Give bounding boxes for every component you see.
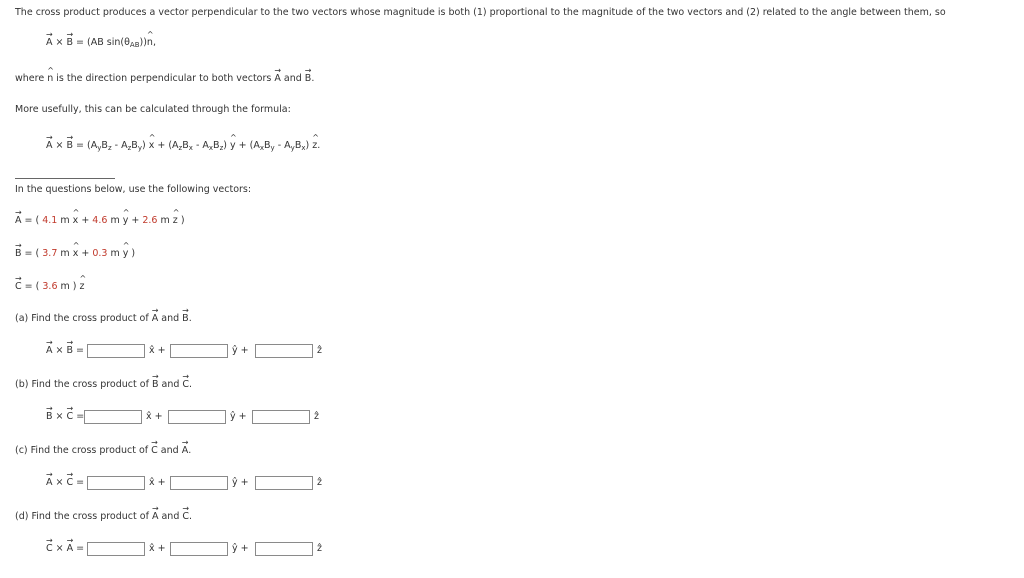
intro-paragraph: The cross product produces a vector perpendicular to the two vectors whose magnitude is both (1) proportional to the magnitude of the two vectors and (2) related to the angle between them, so xyxy=(15,7,946,18)
answer-d-x-input[interactable] xyxy=(87,542,145,556)
cross-product-formula: A → × B → = $(A_yB_z - A_zB_y)$ x ^ + $(A_zB_x - A_xB_z)$ y ^ + $(A_xB_y - A_yB_x)$ z ^ . xyxy=(46,133,321,152)
answer-a-y-input[interactable] xyxy=(170,344,228,358)
y-unit-label: ŷ + xyxy=(232,543,249,554)
cross-product-definition: A → × B → = (AB $\sin(\theta_{AB}))n$ ^ , xyxy=(46,30,156,49)
z-unit-label: ẑ xyxy=(314,411,319,422)
question-a-lhs: A → × B → = xyxy=(46,338,85,356)
vector-b-definition: B → = ( 3.7 m x ^ + 0.3 m y ^ ) xyxy=(15,241,136,259)
answer-d-z-input[interactable] xyxy=(255,542,313,556)
y-unit-label: ŷ + xyxy=(230,411,247,422)
answer-b-y-input[interactable] xyxy=(168,410,226,424)
x-unit-label: x̂ + xyxy=(146,411,163,422)
vector-a-definition: A → = ( 4.1 m x ^ + 4.6 m y ^ + 2.6 m z ^ ) xyxy=(15,208,185,226)
question-d-lhs: C → × A → = xyxy=(46,536,85,554)
vector-a-x-value: 4.1 xyxy=(42,215,58,226)
answer-c-y-input[interactable] xyxy=(170,476,228,490)
z-unit-label: ẑ xyxy=(317,543,322,554)
answer-c-x-input[interactable] xyxy=(87,476,145,490)
section-divider xyxy=(15,178,115,179)
vector-a-y-value: 4.6 xyxy=(92,215,108,226)
z-unit-label: ẑ xyxy=(317,345,322,356)
question-c-lhs: A → × C → = xyxy=(46,470,85,488)
formula-lead: More usefully, this can be calculated through the formula: xyxy=(15,104,291,115)
answer-d-y-input[interactable] xyxy=(170,542,228,556)
question-d-prompt: (d) Find the cross product of A → and C → . xyxy=(15,504,193,522)
given-lead: In the questions below, use the following vectors: xyxy=(15,184,252,195)
y-unit-label: ŷ + xyxy=(232,345,249,356)
vector-c-definition: C → = ( 3.6 m ) z ^ xyxy=(15,274,87,292)
x-unit-label: x̂ + xyxy=(149,345,166,356)
answer-b-x-input[interactable] xyxy=(84,410,142,424)
answer-a-z-input[interactable] xyxy=(255,344,313,358)
answer-b-z-input[interactable] xyxy=(252,410,310,424)
answer-c-z-input[interactable] xyxy=(255,476,313,490)
z-unit-label: ẑ xyxy=(317,477,322,488)
question-b-lhs: B → × C → = xyxy=(46,404,85,422)
x-unit-label: x̂ + xyxy=(149,477,166,488)
where-text: where n ^ is the direction perpendicular to both vectors A → and B → . xyxy=(15,66,315,84)
question-c-prompt: (c) Find the cross product of C → and A → . xyxy=(15,438,192,456)
question-a-prompt: (a) Find the cross product of A → and B → . xyxy=(15,306,192,324)
answer-a-x-input[interactable] xyxy=(87,344,145,358)
vector-a-z-value: 2.6 xyxy=(142,215,158,226)
question-b-prompt: (b) Find the cross product of B → and C → . xyxy=(15,372,193,390)
vector-c-z-value: 3.6 xyxy=(42,281,58,292)
vector-b-y-value: 0.3 xyxy=(92,248,108,259)
x-unit-label: x̂ + xyxy=(149,543,166,554)
vector-b-x-value: 3.7 xyxy=(42,248,58,259)
y-unit-label: ŷ + xyxy=(232,477,249,488)
